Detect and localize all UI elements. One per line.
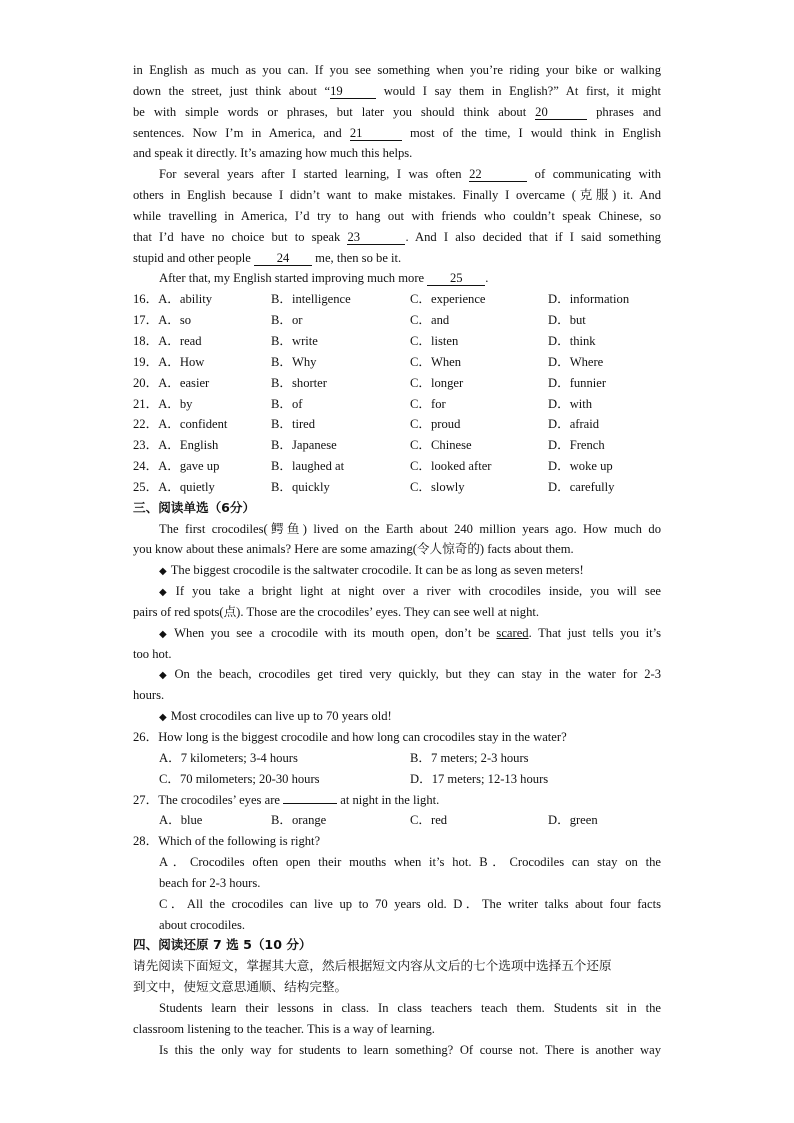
question-option-line[interactable]: about crocodiles.: [159, 917, 246, 932]
blank-20: 20: [535, 105, 587, 120]
option-row: 25．A．quietly B．quickly C．slowly D．carefully: [133, 479, 615, 494]
question-options: A．7 kilometers; 3-4 hours B．7 meters; 2-3 hours: [159, 750, 529, 765]
fact-item: too hot.: [133, 646, 172, 661]
option-row: 22．A．confident B．tired C．proud D．afraid: [133, 417, 600, 432]
question-28: 28．Which of the following is right?: [133, 834, 321, 849]
blank-22: 22: [469, 167, 527, 182]
diamond-bullet-icon: ◆: [159, 587, 172, 599]
reading-line: Students learn their lessons in class. In class teachers teach them. Students sit in the: [159, 1000, 661, 1015]
option-row: 23．A．English B．Japanese C．Chinese D．French: [133, 438, 605, 453]
passage-line: be with simple words or phrases, but later you should think about 20 phrases and: [133, 104, 662, 119]
option-row: 21．A．by B．of C．for D．with: [133, 396, 593, 411]
fact-item: pairs of red spots(点). Those are the crocodiles’ eyes. They can see well at night.: [133, 604, 540, 619]
passage-line: sentences. Now I’m in America, and 21 most of the time, I would think in English: [133, 125, 661, 140]
diamond-bullet-icon: ◆: [159, 712, 167, 724]
passage-line: others in English because I didn’t want to make mistakes. Finally I overcame (克服) it. And: [133, 188, 661, 203]
option-row: 20．A．easier B．shorter C．longer D．funnier: [133, 375, 607, 390]
diamond-bullet-icon: ◆: [159, 670, 171, 682]
question-option-line[interactable]: C．All the crocodiles can live up to 70 years old. D．The writer talks about four facts: [159, 896, 661, 911]
reading-line: you know about these animals? Here are some amazing(令人惊奇的) facts about them.: [133, 542, 574, 557]
passage-line: that I’d have no choice but to speak 23 . And I also decided that if I said something: [133, 229, 661, 244]
reading-line: classroom listening to the teacher. This is a way of learning.: [133, 1021, 435, 1036]
fact-item: ◆ When you see a crocodile with its mouth open, don’t be scared. That just tells you it’s: [159, 625, 661, 640]
blank-23: 23: [347, 230, 405, 245]
question-option-line[interactable]: beach for 2-3 hours.: [159, 875, 261, 890]
question-option-line[interactable]: A．Crocodiles often open their mouths when it’s hot. B．Crocodiles can stay on the: [159, 855, 661, 870]
options-list: [133, 289, 661, 497]
option-row: 19．A．How B．Why C．When D．Where: [133, 354, 604, 369]
section-heading: 四、阅读还原 7 选 5（10 分）: [133, 937, 312, 953]
fact-item: ◆ If you take a bright light at night over a river with crocodiles inside, you will see: [159, 584, 661, 599]
question-27: 27．The crocodiles’ eyes are at night in the light.: [133, 792, 440, 807]
blank-24: 24: [254, 251, 312, 266]
option-row: 24．A．gave up B．laughed at C．looked after D．woke up: [133, 459, 613, 474]
instruction-line: 请先阅读下面短文，掌握其大意，然后根据短文内容从文后的七个选项中选择五个还原: [133, 958, 612, 974]
option-row: 16．A．ability B．intelligence C．experience D．information: [133, 292, 630, 307]
passage-line: down the street, just think about “19 would I say them in English?” At first, it might: [133, 83, 661, 98]
fact-item: hours.: [133, 688, 165, 703]
question-26: 26．How long is the biggest crocodile and how long can crocodiles stay in the water?: [133, 730, 567, 744]
fact-item: ◆ On the beach, crocodiles get tired very quickly, but they can stay in the water for 2-3: [159, 667, 661, 682]
fact-item: ◆ Most crocodiles can live up to 70 years old!: [159, 709, 392, 724]
exam-page: [133, 60, 661, 1061]
reading-line: Is this the only way for students to learn something? Of course not. There is another way: [159, 1042, 661, 1057]
passage-line: After that, my English started improving much more 25 .: [159, 271, 489, 286]
reading-line: The first crocodiles(鳄鱼) lived on the Earth about 240 million years ago. How much do: [159, 521, 661, 536]
blank-25: 25: [427, 271, 485, 286]
option-row: 17．A．so B．or C．and D．but: [133, 313, 586, 328]
blank-27[interactable]: [283, 803, 337, 804]
passage-line: and speak it directly. It’s amazing how much this helps.: [133, 146, 413, 161]
blank-21: 21: [350, 126, 402, 141]
diamond-bullet-icon: ◆: [159, 566, 167, 578]
passage-line: stupid and other people 24 me, then so be it.: [133, 250, 402, 265]
question-options: C．70 milometers; 20-30 hours D．17 meters; 12-13 hours: [159, 771, 549, 786]
question-options: A．blue B．orange C．red D．green: [159, 813, 598, 828]
blank-19: 19: [330, 84, 376, 99]
passage-line: For several years after I started learning, I was often 22 of communicating with: [159, 167, 661, 182]
passage-line: in English as much as you can. If you see something when you’re riding your bike or walking: [133, 63, 661, 77]
underlined-word: scared: [496, 625, 529, 640]
option-row: 18．A．read B．write C．listen D．think: [133, 333, 596, 348]
instruction-line: 到文中，使短文意思通顺、结构完整。: [133, 979, 348, 995]
fact-item: ◆ The biggest crocodile is the saltwater crocodile. It can be as long as seven meters!: [159, 563, 584, 578]
diamond-bullet-icon: ◆: [159, 628, 171, 640]
section-heading: 三、阅读单选（6分）: [133, 499, 256, 515]
passage-line: while travelling in America, I’d try to hang out with friends who couldn’t speak Chinese, so: [133, 208, 661, 223]
